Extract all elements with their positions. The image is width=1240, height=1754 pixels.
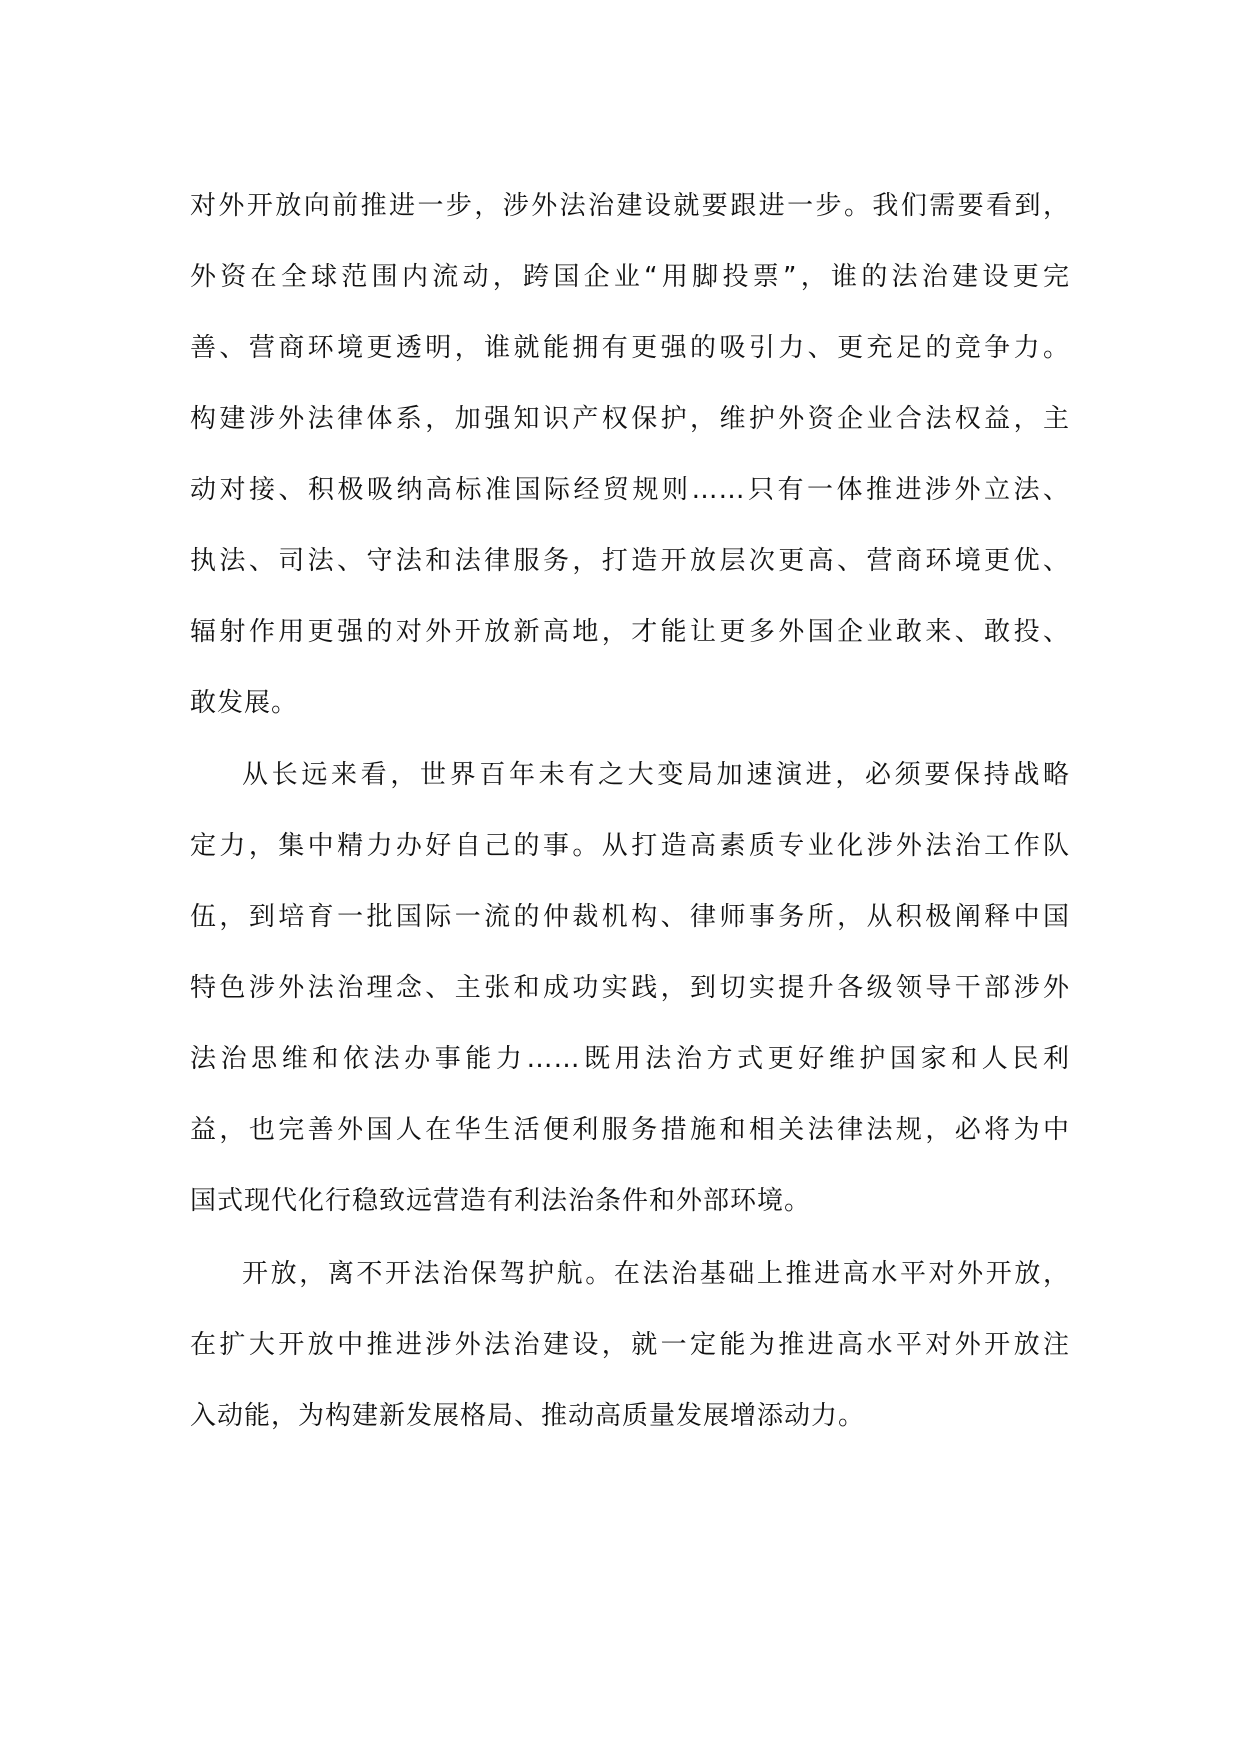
paragraph-2 — [190, 740, 1070, 1237]
paragraph-line: 善、营商环境更透明，谁就能拥有更强的吸引力、更充足的竞争力。 — [190, 333, 1070, 363]
paragraph-line: 从长远来看，世界百年未有之大变局加速演进，必须要保持战略 — [242, 760, 1070, 790]
paragraph-line: 动对接、积极吸纳高标准国际经贸规则……只有一体推进涉外立法、 — [190, 475, 1070, 505]
paragraph-3 — [190, 1239, 1070, 1452]
paragraph-line: 国式现代化行稳致远营造有利法治条件和外部环境。 — [190, 1186, 812, 1216]
paragraph-line: 法治思维和依法办事能力……既用法治方式更好维护国家和人民利 — [190, 1044, 1070, 1074]
paragraph-line: 对外开放向前推进一步，涉外法治建设就要跟进一步。我们需要看到， — [190, 191, 1070, 221]
paragraph-line: 开放，离不开法治保驾护航。在法治基础上推进高水平对外开放， — [242, 1259, 1070, 1289]
paragraph-line: 外资在全球范围内流动，跨国企业“用脚投票”，谁的法治建设更完 — [190, 262, 1070, 292]
paragraph-line: 定力，集中精力办好自己的事。从打造高素质专业化涉外法治工作队 — [190, 831, 1070, 861]
paragraph-line: 特色涉外法治理念、主张和成功实践，到切实提升各级领导干部涉外 — [190, 973, 1070, 1003]
paragraph-line: 构建涉外法律体系，加强知识产权保护，维护外资企业合法权益，主 — [190, 404, 1070, 434]
paragraph-line: 益，也完善外国人在华生活便利服务措施和相关法律法规，必将为中 — [190, 1115, 1070, 1145]
paragraph-1 — [190, 171, 1070, 739]
paragraph-line: 伍，到培育一批国际一流的仲裁机构、律师事务所，从积极阐释中国 — [190, 902, 1070, 932]
paragraph-line: 入动能，为构建新发展格局、推动高质量发展增添动力。 — [190, 1401, 866, 1431]
paragraph-line: 在扩大开放中推进涉外法治建设，就一定能为推进高水平对外开放注 — [190, 1330, 1070, 1360]
paragraph-line: 辐射作用更强的对外开放新高地，才能让更多外国企业敢来、敢投、 — [190, 617, 1070, 647]
paragraph-line: 执法、司法、守法和法律服务，打造开放层次更高、营商环境更优、 — [190, 546, 1070, 576]
paragraph-line: 敢发展。 — [190, 688, 299, 718]
